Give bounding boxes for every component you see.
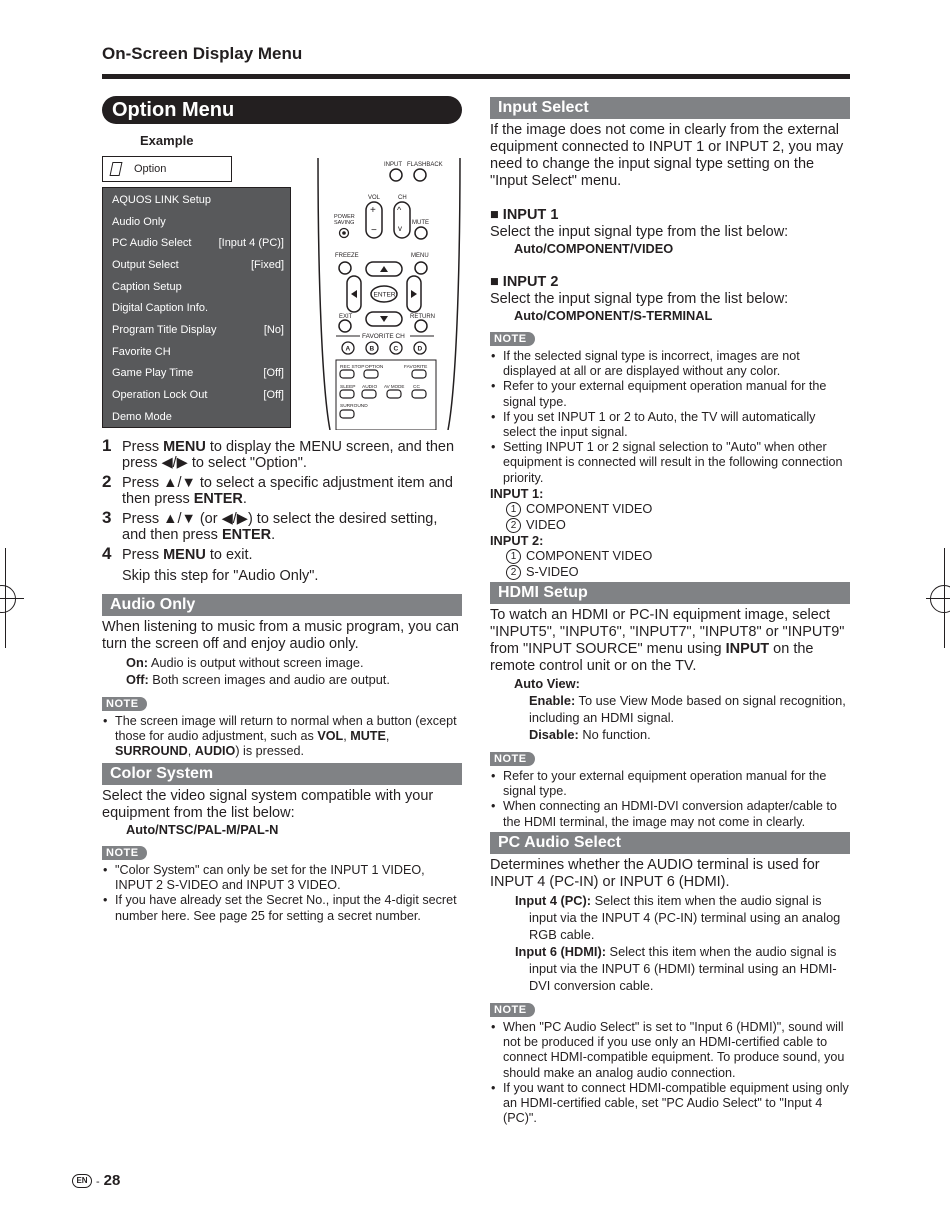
- page-number: 28: [103, 1172, 121, 1189]
- right-column: [490, 97, 850, 1126]
- option-button[interactable]: [364, 370, 378, 378]
- input-select-notes: [490, 349, 850, 486]
- color-system-notes: [102, 863, 462, 924]
- note-badge: NOTE: [490, 1003, 535, 1017]
- svg-text:v: v: [398, 224, 402, 233]
- menu-item[interactable]: Favorite CH: [112, 346, 171, 358]
- note-item: • Setting INPUT 1 or 2 signal selection to "Auto" when other equipment is connected will result in the following connection priority.: [490, 440, 850, 486]
- priority1-label: INPUT 1:: [490, 485, 544, 501]
- input1-options: Auto/COMPONENT/VIDEO: [514, 241, 674, 256]
- remote-flashback-label: FLASHBACK: [407, 162, 443, 168]
- input4-option: Input 4 (PC): Select this item when the audio signal is input via the INPUT 4 (PC-IN) terminal using an analog RGB cable.: [515, 893, 841, 942]
- note-item: • If you set INPUT 1 or 2 to Auto, the TV will automatically select the input signal.: [490, 410, 850, 440]
- priority-item: 1 COMPONENT VIDEO: [490, 501, 850, 517]
- menu-item[interactable]: Operation Lock Out [Off]: [112, 389, 284, 401]
- note-item: • If you have already set the Secret No., input the 4-digit secret number here. See page 25 for setting a secret number.: [102, 893, 462, 923]
- priority-item: 2 S-VIDEO: [490, 564, 850, 580]
- page-footer: EN - 28: [72, 1172, 120, 1189]
- svg-text:+: +: [370, 205, 376, 216]
- note-item: • When connecting an HDMI-DVI conversion adapter/cable to the HDMI terminal, the image may not come in clearly.: [490, 799, 850, 829]
- option-icon: [110, 162, 123, 176]
- hdmi-setup-desc: To watch an HDMI or PC-IN equipment image, select "INPUT5", "INPUT6", "INPUT7", "INPUT8" or "INPUT9" from "INPUT SOURCE" menu using INPUT on the remote control unit or on the TV.: [490, 607, 845, 674]
- surround-button[interactable]: [340, 410, 354, 418]
- cc-button[interactable]: [412, 390, 426, 398]
- remote-vol-label: VOL: [368, 195, 381, 201]
- priority-item: 1 COMPONENT VIDEO: [490, 548, 850, 564]
- menu-item[interactable]: Game Play Time [Off]: [112, 367, 284, 379]
- option-menu-panel: [102, 187, 291, 428]
- color-system-desc: Select the video signal system compatible with your equipment from the list below:: [102, 788, 434, 821]
- svg-text:CC: CC: [413, 385, 420, 390]
- input-button[interactable]: [390, 169, 402, 181]
- color-system-title: Color System: [102, 763, 462, 785]
- step-list: [102, 436, 462, 588]
- example-label: Example: [140, 133, 194, 148]
- menu-item[interactable]: Demo Mode: [112, 411, 172, 423]
- step-item: 2 Press ▲/▼ to select a specific adjustment item and then press ENTER.: [102, 472, 453, 507]
- svg-text:−: −: [371, 225, 377, 236]
- page-header-title: On-Screen Display Menu: [102, 44, 303, 63]
- enable-option: Enable: To use View Mode based on signal recognition, including an HDMI signal.: [529, 693, 846, 725]
- menu-button[interactable]: [415, 262, 427, 274]
- flashback-button[interactable]: [414, 169, 426, 181]
- svg-text:SLEEP: SLEEP: [340, 385, 356, 390]
- note-item: • Refer to your external equipment operation manual for the signal type.: [490, 379, 850, 409]
- audio-only-off: Off: Both screen images and audio are output.: [126, 672, 390, 687]
- av-mode-button[interactable]: [387, 390, 401, 398]
- svg-text:C: C: [393, 345, 399, 353]
- remote-power-saving-label-1: POWER: [334, 214, 355, 220]
- note-badge: NOTE: [102, 697, 147, 711]
- svg-text:REC STOP: REC STOP: [340, 365, 365, 370]
- remote-enter-label: ENTER: [373, 291, 396, 299]
- menu-item[interactable]: Program Title Display [No]: [112, 324, 284, 336]
- note-item: • "Color System" can only be set for the INPUT 1 VIDEO, INPUT 2 S-VIDEO and INPUT 3 VIDEO.: [102, 863, 462, 893]
- rec-stop-button[interactable]: [340, 370, 354, 378]
- audio-only-notes: [102, 714, 462, 760]
- note-item: • The screen image will return to normal when a button (except those for audio adjustment, such as VOL, MUTE, SURROUND, AUDIO) is pressed.: [102, 714, 462, 760]
- option-menu-header: [102, 156, 232, 182]
- step-item: 4 Press MENU to exit. Skip this step for "Audio Only".: [102, 544, 319, 584]
- remote-ch-label: CH: [398, 195, 407, 201]
- svg-text:AV MODE: AV MODE: [384, 384, 405, 389]
- remote-favorite-ch-label: FAVORITE CH: [362, 333, 405, 340]
- audio-button[interactable]: [362, 390, 376, 398]
- remote-mute-label: MUTE: [412, 220, 429, 226]
- audio-only-title: Audio Only: [102, 594, 462, 616]
- note-item: • When "PC Audio Select" is set to "Input 6 (HDMI)", sound will not be produced if you use only an HDMI-certified cable to connect HDMI-compatible equipment. To produce sound, you should make an analog audio connection.: [490, 1020, 850, 1081]
- note-item: • Refer to your external equipment operation manual for the signal type.: [490, 769, 850, 799]
- return-button[interactable]: [415, 320, 427, 332]
- remote-return-label: RETURN: [410, 314, 435, 320]
- input2-desc: Select the input signal type from the list below:: [490, 291, 789, 307]
- menu-item[interactable]: Output Select [Fixed]: [112, 259, 284, 271]
- pc-audio-select-desc: Determines whether the AUDIO terminal is used for INPUT 4 (PC-IN) or INPUT 6 (HDMI).: [490, 857, 820, 890]
- disable-option: Disable: No function.: [529, 727, 651, 742]
- registration-mark: [930, 585, 950, 613]
- audio-only-section: [102, 594, 462, 760]
- priority2-label: INPUT 2:: [490, 532, 544, 548]
- pc-audio-select-title: PC Audio Select: [490, 832, 850, 854]
- menu-item[interactable]: Digital Caption Info.: [112, 302, 208, 314]
- left-column: [102, 96, 462, 923]
- sleep-button[interactable]: [340, 390, 354, 398]
- input2-title: ■ INPUT 2: [490, 274, 559, 290]
- svg-text:A: A: [345, 345, 351, 353]
- audio-only-on: On: Audio is output without screen image.: [126, 655, 364, 670]
- input-select-desc: If the image does not come in clearly from the external equipment connected to INPUT 1 or INPUT 2, you may need to change the input signal type setting on the "Input Select" menu.: [490, 122, 844, 189]
- note-item: • If the selected signal type is incorrect, images are not displayed at all or are displayed without any color.: [490, 349, 850, 379]
- input1-title: ■ INPUT 1: [490, 207, 559, 223]
- menu-item[interactable]: AQUOS LINK Setup: [112, 194, 212, 206]
- svg-text:B: B: [369, 345, 375, 353]
- remote-exit-label: EXIT: [339, 314, 353, 320]
- step-item: 3 Press ▲/▼ (or ◀/▶) to select the desired setting, and then press ENTER.: [102, 508, 438, 543]
- svg-text:D: D: [417, 345, 423, 353]
- input-select-title: Input Select: [490, 97, 850, 119]
- favorite-button[interactable]: [412, 370, 426, 378]
- remote-freeze-label: FREEZE: [335, 253, 359, 259]
- priority-item: 2 VIDEO: [490, 517, 850, 533]
- step-item: 1 Press MENU to display the MENU screen, and then press ◀/▶ to select "Option".: [102, 436, 455, 471]
- hdmi-setup-notes: [490, 769, 850, 830]
- note-item: • If you want to connect HDMI-compatible equipment using only an HDMI-certified cable, set "PC Audio Select" to "Input 4 (PC)".: [490, 1081, 850, 1127]
- pc-audio-select-section: [490, 832, 850, 1126]
- menu-item[interactable]: Audio Only: [112, 216, 166, 228]
- hdmi-setup-title: HDMI Setup: [490, 582, 850, 604]
- hdmi-setup-section: [490, 582, 850, 830]
- audio-only-desc: When listening to music from a music program, you can turn the screen off and enjoy audio only.: [102, 619, 459, 652]
- note-badge: NOTE: [102, 846, 147, 860]
- remote-power-saving-label-2: SAVING: [334, 220, 355, 226]
- svg-text:OPTION: OPTION: [365, 365, 384, 370]
- registration-mark: [0, 585, 16, 613]
- input1-desc: Select the input signal type from the list below:: [490, 224, 789, 240]
- menu-item[interactable]: Caption Setup: [112, 281, 182, 293]
- exit-button[interactable]: [339, 320, 351, 332]
- header-rule: [102, 74, 850, 79]
- svg-text:SURROUND: SURROUND: [340, 404, 368, 409]
- svg-text:^: ^: [397, 205, 402, 215]
- note-badge: NOTE: [490, 752, 535, 766]
- auto-view-label: Auto View:: [514, 676, 580, 691]
- language-badge: EN: [72, 1174, 92, 1188]
- input6-option: Input 6 (HDMI): Select this item when the audio signal is input via the INPUT 6 (HDMI) terminal using an HDMI-DVI conversion cable.: [515, 944, 837, 993]
- menu-item[interactable]: PC Audio Select [Input 4 (PC)]: [112, 237, 284, 249]
- color-system-options: Auto/NTSC/PAL-M/PAL-N: [126, 822, 279, 837]
- note-badge: NOTE: [490, 332, 535, 346]
- svg-text:FAVORITE: FAVORITE: [404, 365, 428, 370]
- option-label: Option: [134, 163, 167, 175]
- svg-text:AUDIO: AUDIO: [362, 385, 378, 390]
- pc-audio-notes: [490, 1020, 850, 1126]
- remote-menu-label: MENU: [411, 253, 429, 259]
- remote-control-illustration: [314, 158, 464, 430]
- option-menu-title: Option Menu: [102, 96, 462, 124]
- color-system-section: [102, 763, 462, 924]
- mute-button[interactable]: [415, 227, 427, 239]
- input2-options: Auto/COMPONENT/S-TERMINAL: [514, 308, 713, 323]
- remote-input-label: INPUT: [384, 162, 402, 168]
- freeze-button[interactable]: [339, 262, 351, 274]
